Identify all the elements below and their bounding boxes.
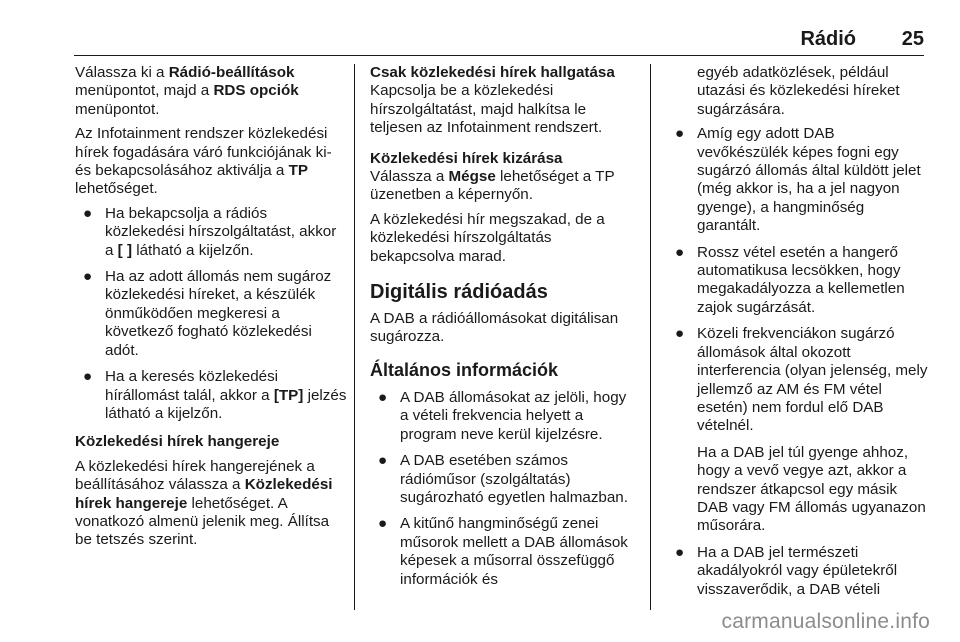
section-heading: Digitális rádióadás [370, 281, 548, 304]
paragraph: egyéb adatközlések, például utazási és közlekedési híreket sugárzására. [697, 64, 900, 118]
column-1 [75, 64, 347, 556]
subheading: Közlekedési hírek hangereje [75, 433, 280, 451]
list-item: ● Ha bekapcsolja a rádiós közlekedési hírszolgáltatást, akkor a [ ] látható a kijelzőn. [83, 204, 337, 259]
list-item: ● Rossz vétel esetén a hangerő automatikusa lecsökken, hogy megakadályozza a kellemetlen zajok sugárzását. [675, 243, 905, 316]
list-item: ● Ha az adott állomás nem sugároz közlekedési híreket, a készülék önműködően megkeresi a következő fogható közlekedési adót. [83, 268, 332, 359]
column-divider-2 [650, 64, 651, 610]
subheading: Közlekedési hírek kizárása [370, 149, 563, 167]
bullet-list [667, 544, 929, 599]
watermark: carmanualsonline.info [721, 610, 930, 633]
bullet-icon: ● [675, 125, 685, 143]
page-header [0, 0, 960, 56]
paragraph: A közlekedési hír megszakad, de a közlekedési hírszolgáltatás bekapcsolva marad. [370, 210, 605, 265]
paragraph: A DAB a rádióállomásokat digitálisan sugározza. [370, 310, 619, 346]
column-3 [667, 64, 929, 609]
menu-term: Mégse [448, 168, 496, 186]
paragraph: Az Infotainment rendszer közlekedési hírek fogadására váró funkciójának ki- és bekapcsolásához aktiválja a TP lehetőséget. [75, 125, 332, 198]
paragraph: Válassza a Mégse lehetőséget a TP üzenetben a képernyőn. [370, 168, 615, 204]
bullet-icon: ● [83, 268, 93, 286]
paragraph: A közlekedési hírek hangerejének a beállításához válassza a Közlekedési hírek hangereje lehetőséget. A vonatkozó almenü jelenik meg. Állítsa be tetszés szerint. [75, 457, 333, 549]
bullet-icon: ● [675, 243, 685, 261]
menu-term: RDS opciók [213, 82, 299, 100]
bullet-icon: ● [378, 515, 388, 533]
list-item: ● Amíg egy adott DAB vevőkészülék képes fogni egy sugárzó állomás által küldött jelet (még akkor is, ha a jel nagyon gyenge), a hangminőség garantált. [675, 125, 921, 235]
bullet-icon: ● [83, 204, 93, 222]
list-item: ● Ha a keresés közlekedési hírállomást talál, akkor a [TP] jelzés látható a kijelzőn. [83, 368, 347, 422]
list-item: ● A kitűnő hangminőségű zenei műsorok mellett a DAB állomások képesek a műsorral összefüggő információk és [378, 515, 628, 588]
subheading: Csak közlekedési hírek hallgatása [370, 64, 615, 81]
section-heading: Általános információk [370, 359, 559, 380]
paragraph: Kapcsolja be a közlekedési hírszolgáltatást, majd halkítsa le teljesen az Infotainment rendszert. [370, 82, 603, 137]
menu-term: TP [288, 162, 309, 180]
list-item: ● A DAB állomásokat az jelöli, hogy a vételi frekvencia helyett a program neve kerül kijelzésre. [378, 388, 627, 443]
bullet-icon: ● [675, 325, 685, 343]
bullet-list [75, 205, 347, 423]
bullet-list [370, 389, 638, 589]
bullet-icon: ● [83, 368, 93, 386]
list-item: ● A DAB esetében számos rádióműsor (szolgáltatás) sugározható egyetlen halmazban. [378, 452, 628, 506]
list-item: ● Ha a DAB jel természeti akadályokról vagy épületekről visszaverődik, a DAB vételi [675, 543, 898, 598]
column-2 [370, 64, 638, 599]
paragraph: Válassza ki a Rádió-beállítások menüpontot, majd a RDS opciók menüpontot. [75, 64, 299, 118]
section-title: Rádió [800, 28, 856, 50]
page-number: 25 [901, 28, 924, 50]
bullet-icon: ● [378, 452, 388, 470]
list-item: ● Közeli frekvenciákon sugárzó állomások által okozott interferencia (olyan jelenség, mely jellemző az AM és FM vétel esetén) nem fordul elő DAB vételnél. [675, 325, 928, 435]
sub-paragraph: Ha a DAB jel túl gyenge ahhoz, hogy a vevő vegye azt, akkor a rendszer átkapcsol egy másik DAB vagy FM állomás ugyanazon műsorára. [697, 443, 926, 535]
column-divider-1 [354, 64, 355, 610]
menu-term: Rádió-beállítások [168, 64, 295, 81]
bullet-list [667, 125, 929, 436]
bullet-icon: ● [675, 543, 685, 561]
menu-term: Közlekedési hírek hangereje [75, 476, 333, 512]
bullet-icon: ● [378, 388, 388, 406]
header-rule [74, 55, 924, 56]
